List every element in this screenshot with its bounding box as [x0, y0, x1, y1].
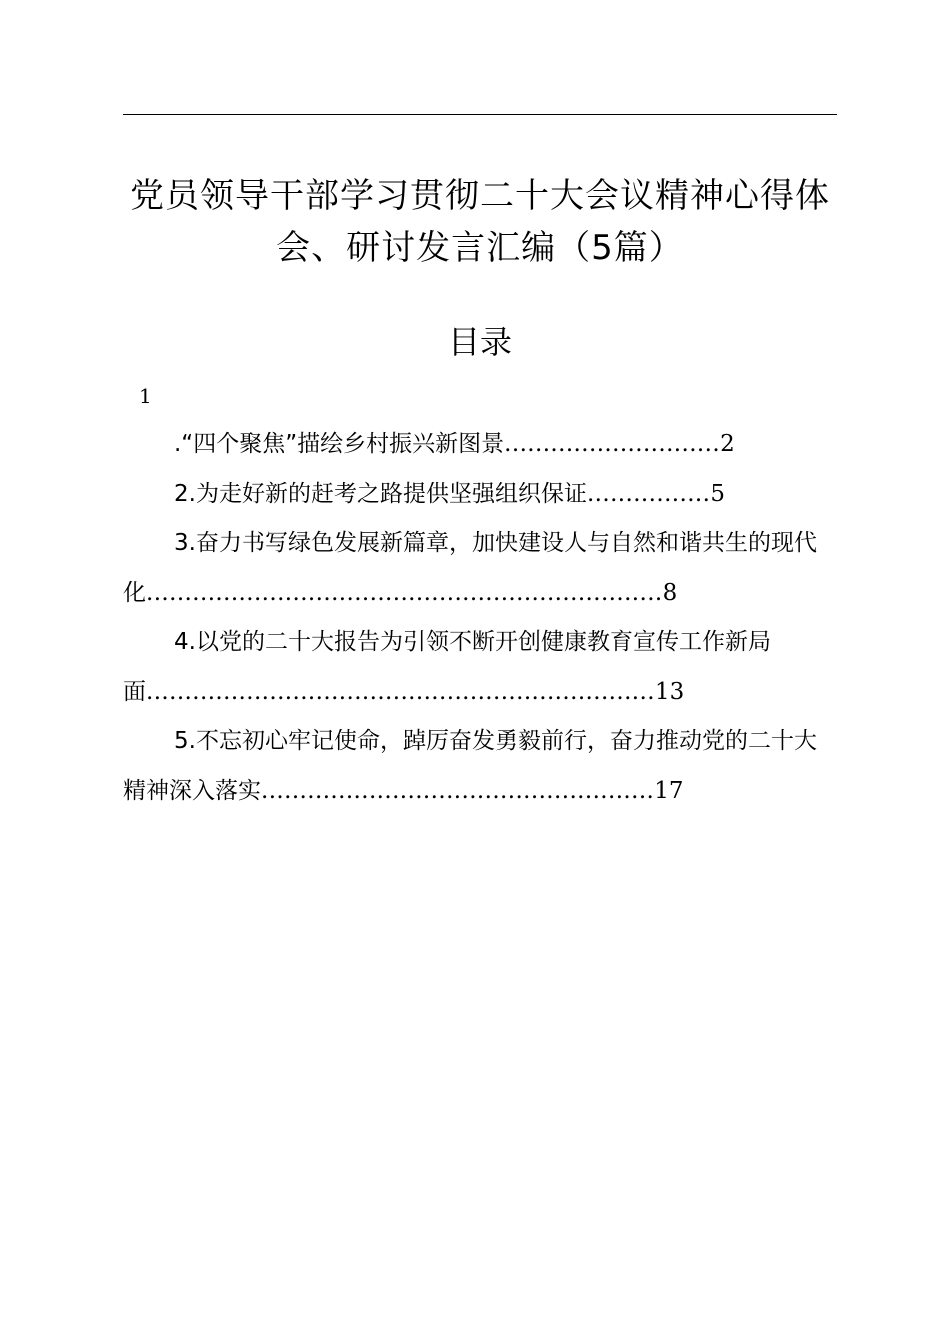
toc-page-number: 8: [662, 579, 678, 606]
toc-page-number: 5: [710, 480, 725, 507]
toc-page-number: 13: [654, 678, 685, 705]
toc-entry-1[interactable]: [123, 420, 837, 470]
toc-entry-title: 3.奋力书写绿色发展新篇章，加快建设人与自然和谐共生的现代化: [123, 530, 817, 606]
toc-leader-dots: ...................................................: [261, 777, 655, 804]
toc-heading: 目录: [447, 323, 512, 361]
page-marker: 1: [139, 384, 152, 408]
toc-entry-title: .“四个聚焦”描绘乡村振兴新图景: [174, 431, 505, 457]
table-of-contents: [123, 420, 837, 816]
toc-entry-5[interactable]: [123, 717, 837, 816]
toc-leader-dots: ............................: [504, 431, 721, 457]
toc-entry-4[interactable]: [123, 618, 837, 717]
toc-page-number: 2: [720, 431, 735, 457]
toc-entry-2[interactable]: [123, 470, 837, 520]
toc-entry-title: 5.不忘初心牢记使命，踔厉奋发勇毅前行，奋力推动党的二十大精神深入落实: [123, 728, 817, 804]
toc-entry-title: 2.为走好新的赶考之路提供坚强组织保证: [174, 480, 587, 507]
toc-entry-3[interactable]: [123, 519, 837, 618]
toc-page-number: 17: [654, 777, 684, 804]
document-title: 党员领导干部学习贯彻二十大会议精神心得体会、研讨发言汇编（5篇）: [130, 176, 830, 268]
toc-leader-dots: ...................................................................: [146, 579, 663, 606]
header-rule: [123, 114, 837, 115]
toc-leader-dots: ................: [586, 480, 711, 507]
toc-entry-title: 4.以党的二十大报告为引领不断开创健康教育宣传工作新局面: [123, 629, 771, 705]
toc-leader-dots: ..................................................................: [146, 678, 655, 705]
